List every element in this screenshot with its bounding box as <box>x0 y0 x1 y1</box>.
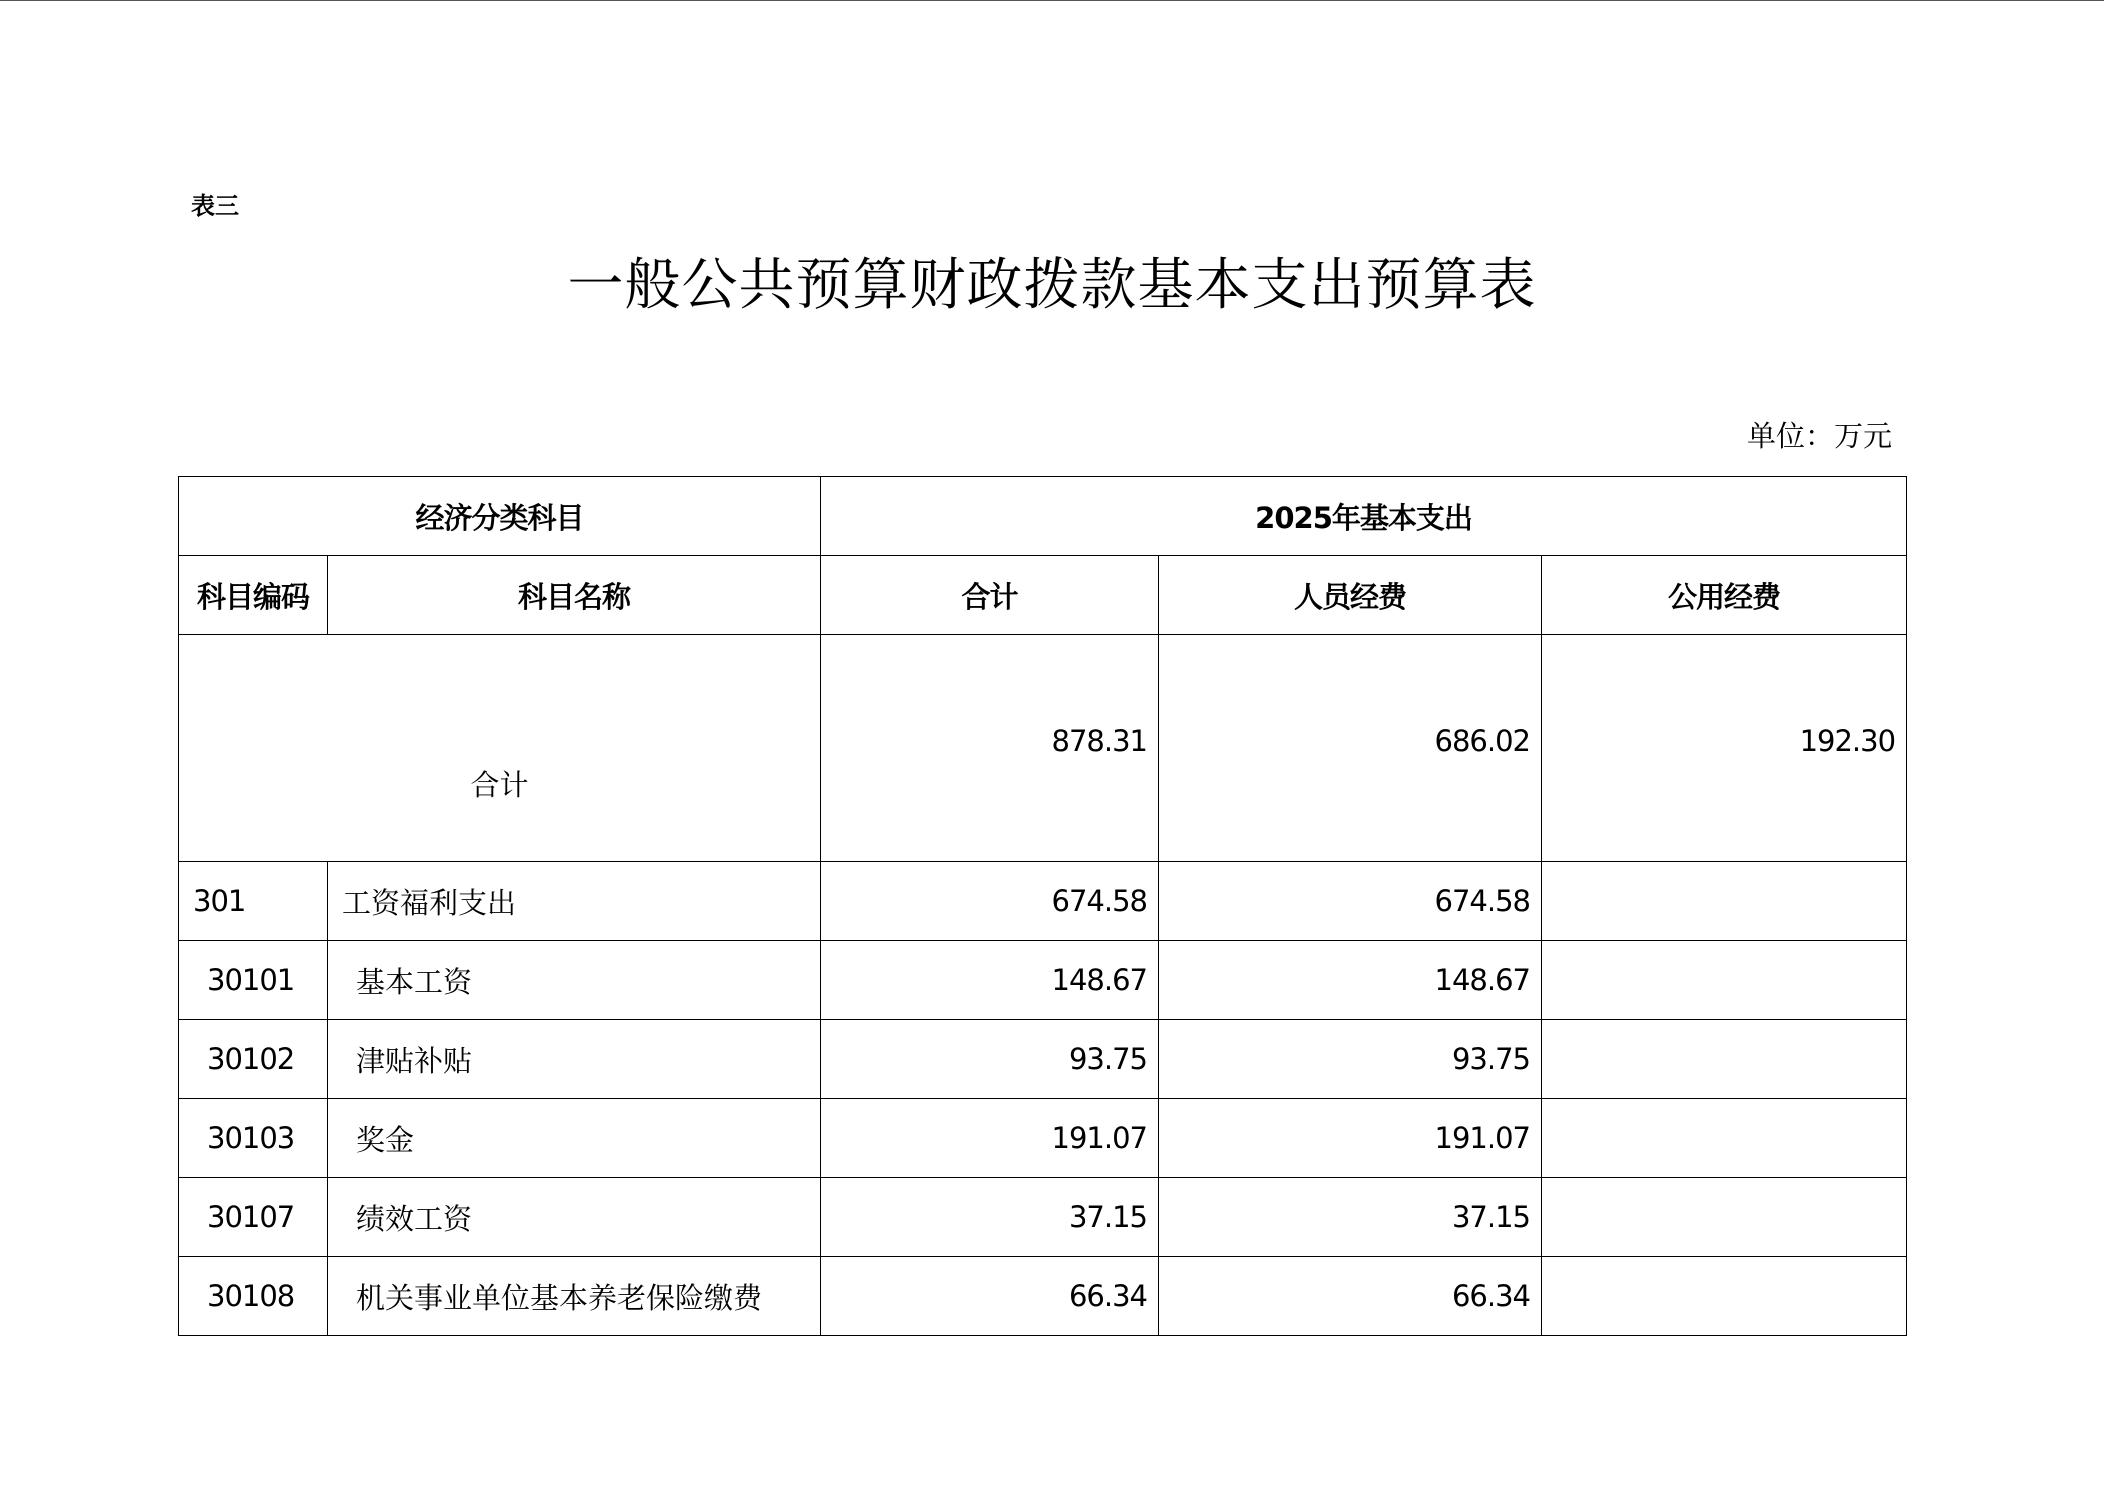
row-total: 148.67 <box>821 941 1159 1020</box>
row-total: 191.07 <box>821 1099 1159 1178</box>
row-total: 674.58 <box>821 862 1159 941</box>
page-top-border <box>0 0 2104 1</box>
row-total: 93.75 <box>821 1020 1159 1099</box>
row-code: 30103 <box>179 1099 328 1178</box>
row-public <box>1542 1257 1907 1336</box>
table-label: 表三 <box>191 192 239 220</box>
document-title: 一般公共预算财政拨款基本支出预算表 <box>567 253 1537 318</box>
unit-label: 单位：万元 <box>1746 419 1892 453</box>
row-code: 30108 <box>179 1257 328 1336</box>
table-row <box>179 1257 1907 1336</box>
table-row <box>179 1020 1907 1099</box>
row-total: 66.34 <box>821 1257 1159 1336</box>
row-public <box>1542 862 1907 941</box>
row-public <box>1542 1020 1907 1099</box>
code-column-header: 科目编码 <box>179 556 328 635</box>
row-code: 30101 <box>179 941 328 1020</box>
grand-total-total: 878.31 <box>821 635 1159 862</box>
group-header-row <box>179 477 1907 556</box>
row-public <box>1542 1178 1907 1257</box>
column-header-row <box>179 556 1907 635</box>
row-name: 机关事业单位基本养老保险缴费 <box>328 1257 821 1336</box>
total-column-header: 合计 <box>821 556 1159 635</box>
row-personnel: 148.67 <box>1159 941 1542 1020</box>
row-public <box>1542 941 1907 1020</box>
row-personnel: 66.34 <box>1159 1257 1542 1336</box>
row-name: 奖金 <box>328 1099 821 1178</box>
row-name: 基本工资 <box>328 941 821 1020</box>
grand-total-public: 192.30 <box>1542 635 1907 862</box>
public-column-header: 公用经费 <box>1542 556 1907 635</box>
grand-total-row <box>179 635 1907 862</box>
row-personnel: 37.15 <box>1159 1178 1542 1257</box>
personnel-column-header: 人员经费 <box>1159 556 1542 635</box>
expenditure-header: 2025年基本支出 <box>821 477 1907 556</box>
table-row <box>179 941 1907 1020</box>
grand-total-label: 合计 <box>179 635 821 862</box>
grand-total-personnel: 686.02 <box>1159 635 1542 862</box>
table-row <box>179 1178 1907 1257</box>
row-personnel: 191.07 <box>1159 1099 1542 1178</box>
table-row <box>179 1099 1907 1178</box>
table-row <box>179 862 1907 941</box>
row-name: 绩效工资 <box>328 1178 821 1257</box>
row-code: 301 <box>179 862 328 941</box>
name-column-header: 科目名称 <box>328 556 821 635</box>
row-name: 津贴补贴 <box>328 1020 821 1099</box>
row-public <box>1542 1099 1907 1178</box>
row-name: 工资福利支出 <box>328 862 821 941</box>
row-personnel: 674.58 <box>1159 862 1542 941</box>
row-code: 30102 <box>179 1020 328 1099</box>
classification-header: 经济分类科目 <box>179 477 821 556</box>
row-personnel: 93.75 <box>1159 1020 1542 1099</box>
budget-table <box>178 476 1907 1336</box>
row-code: 30107 <box>179 1178 328 1257</box>
row-total: 37.15 <box>821 1178 1159 1257</box>
